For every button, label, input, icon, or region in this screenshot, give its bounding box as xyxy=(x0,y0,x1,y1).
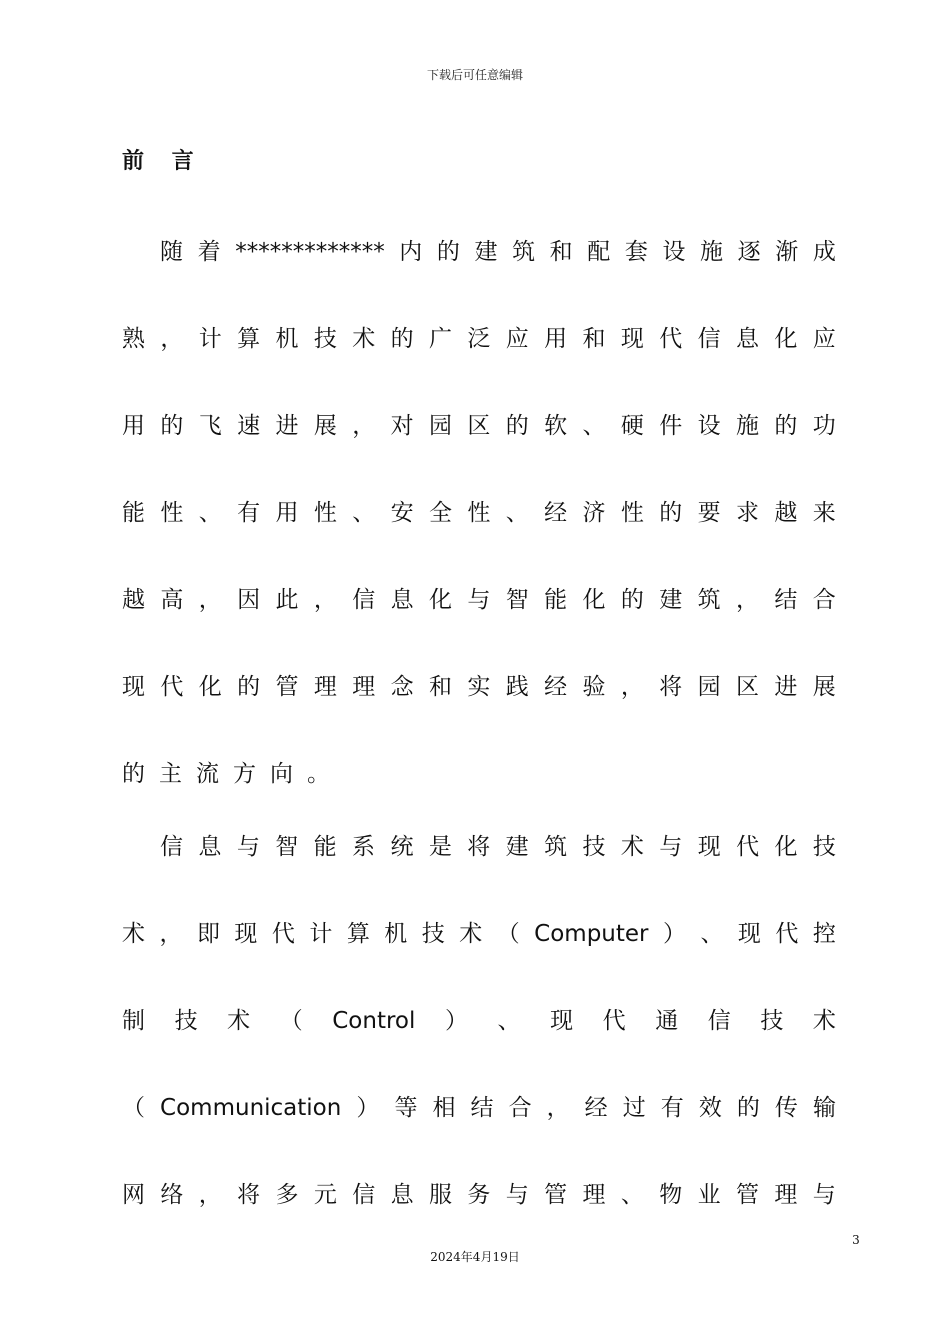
text-glyph: 此 xyxy=(275,587,299,613)
text-glyph: 多 xyxy=(275,1182,299,1208)
text-glyph: ） xyxy=(444,1008,468,1034)
text-glyph: 区 xyxy=(736,674,759,700)
text-glyph: 的 xyxy=(237,674,261,700)
text-glyph: 硬 xyxy=(620,413,644,439)
text-glyph: 物 xyxy=(659,1182,683,1208)
text-glyph: 术 xyxy=(812,1008,836,1034)
text-line xyxy=(122,323,836,355)
text-glyph: 性 xyxy=(620,500,644,526)
text-glyph: 经 xyxy=(544,674,568,700)
text-glyph: 来 xyxy=(812,500,836,526)
text-glyph: 是 xyxy=(428,834,452,860)
text-glyph: 理 xyxy=(352,674,376,700)
text-glyph: （ xyxy=(122,1095,145,1121)
text-glyph: 结 xyxy=(470,1095,494,1121)
text-glyph: 和 xyxy=(582,326,606,352)
text-glyph: 经 xyxy=(544,500,568,526)
text-glyph: 方 xyxy=(233,761,256,787)
text-glyph: 制 xyxy=(122,1008,145,1034)
text-glyph: 求 xyxy=(736,500,759,526)
text-glyph: 的 xyxy=(774,413,798,439)
text-glyph: 管 xyxy=(275,674,299,700)
text-glyph: 相 xyxy=(432,1095,456,1121)
text-glyph: 、 xyxy=(198,500,222,526)
text-line xyxy=(122,918,836,950)
text-glyph: 代 xyxy=(602,1008,626,1034)
text-glyph: 和 xyxy=(549,239,573,265)
text-glyph: 结 xyxy=(774,587,798,613)
text-glyph: 信 xyxy=(352,587,376,613)
text-glyph: 展 xyxy=(812,674,836,700)
text-glyph: 现 xyxy=(550,1008,574,1034)
text-glyph: 成 xyxy=(812,239,836,265)
text-glyph: 。 xyxy=(307,761,330,787)
text-glyph: 、 xyxy=(352,500,376,526)
text-glyph: 对 xyxy=(390,413,414,439)
text-glyph: 术 xyxy=(459,921,483,947)
text-glyph: 展 xyxy=(313,413,337,439)
text-glyph: 能 xyxy=(122,500,145,526)
text-glyph: 络 xyxy=(160,1182,184,1208)
text-glyph: 即 xyxy=(196,921,220,947)
text-glyph: 与 xyxy=(505,1182,529,1208)
text-glyph: 算 xyxy=(346,921,370,947)
text-glyph: 系 xyxy=(352,834,376,860)
text-line xyxy=(122,671,836,703)
text-glyph: ， xyxy=(160,326,184,352)
text-glyph: 、 xyxy=(505,500,529,526)
text-glyph: 和 xyxy=(429,674,452,700)
text-glyph: 速 xyxy=(237,413,261,439)
text-glyph: 元 xyxy=(313,1182,337,1208)
text-glyph: 渐 xyxy=(775,239,799,265)
text-glyph: 越 xyxy=(122,587,145,613)
text-glyph: 理 xyxy=(313,674,337,700)
text-glyph: 进 xyxy=(774,674,798,700)
text-glyph: 内 xyxy=(399,239,423,265)
text-glyph: 全 xyxy=(429,500,452,526)
text-glyph: 理 xyxy=(774,1182,798,1208)
text-glyph: 化 xyxy=(582,587,606,613)
text-glyph: 应 xyxy=(505,326,529,352)
text-line xyxy=(122,1179,836,1211)
text-glyph: 等 xyxy=(394,1095,418,1121)
text-glyph: 安 xyxy=(390,500,414,526)
text-glyph: 性 xyxy=(313,500,337,526)
page-title: 前 言 xyxy=(122,149,204,174)
text-glyph: 控 xyxy=(812,921,836,947)
text-glyph: ， xyxy=(620,674,644,700)
text-line xyxy=(122,1092,836,1124)
text-glyph: 技 xyxy=(421,921,445,947)
text-line xyxy=(122,584,836,616)
text-glyph: 建 xyxy=(474,239,498,265)
text-glyph: 应 xyxy=(812,326,836,352)
text-glyph: 息 xyxy=(390,1182,414,1208)
footer-date: 2024年4月19日 xyxy=(430,1250,520,1264)
text-glyph: 智 xyxy=(275,834,299,860)
text-line xyxy=(160,236,836,268)
text-glyph: 合 xyxy=(508,1095,532,1121)
text-glyph: 高 xyxy=(160,587,184,613)
text-glyph: 济 xyxy=(582,500,606,526)
text-glyph: 泛 xyxy=(467,326,491,352)
text-glyph: 园 xyxy=(697,674,721,700)
text-glyph: 要 xyxy=(697,500,721,526)
text-line xyxy=(122,758,344,790)
text-line xyxy=(122,497,836,529)
text-glyph: 现 xyxy=(737,921,761,947)
text-glyph: 术 xyxy=(227,1008,251,1034)
text-glyph: 息 xyxy=(736,326,759,352)
text-glyph: 现 xyxy=(697,834,721,860)
text-glyph: 服 xyxy=(429,1182,452,1208)
text-glyph: 现 xyxy=(620,326,644,352)
text-glyph: 的 xyxy=(390,326,414,352)
text-glyph: 筑 xyxy=(544,834,568,860)
text-glyph: 管 xyxy=(736,1182,759,1208)
text-glyph: 施 xyxy=(736,413,759,439)
text-glyph: 技 xyxy=(812,834,836,860)
text-glyph: 的 xyxy=(736,1095,760,1121)
text-glyph: 随 xyxy=(160,239,183,265)
text-glyph: 代 xyxy=(736,834,760,860)
text-glyph: 化 xyxy=(774,326,798,352)
text-glyph: 计 xyxy=(198,326,222,352)
text-glyph: 、 xyxy=(497,1008,521,1034)
text-glyph: 代 xyxy=(659,326,683,352)
text-glyph: 息 xyxy=(198,834,222,860)
text-glyph: ， xyxy=(313,587,337,613)
text-glyph: 、 xyxy=(620,1182,644,1208)
text-glyph: 现 xyxy=(122,674,145,700)
text-glyph: 将 xyxy=(659,674,683,700)
text-glyph: 与 xyxy=(467,587,491,613)
text-glyph: 性 xyxy=(160,500,184,526)
text-glyph: 效 xyxy=(698,1095,722,1121)
text-glyph: 的 xyxy=(122,761,145,787)
text-line xyxy=(122,1005,836,1037)
text-glyph: Communication xyxy=(160,1095,342,1121)
text-glyph: 、 xyxy=(582,413,606,439)
text-glyph: ， xyxy=(546,1095,570,1121)
text-glyph: 越 xyxy=(774,500,798,526)
text-glyph: 有 xyxy=(660,1095,684,1121)
text-glyph: 息 xyxy=(390,587,414,613)
text-glyph: 算 xyxy=(237,326,261,352)
text-glyph: 着 xyxy=(197,239,221,265)
text-glyph: 进 xyxy=(275,413,299,439)
text-glyph: 用 xyxy=(275,500,299,526)
text-glyph: 念 xyxy=(390,674,414,700)
text-glyph: Computer xyxy=(534,921,649,947)
text-glyph: 网 xyxy=(122,1182,145,1208)
text-glyph: （ xyxy=(496,921,520,947)
text-glyph: 技 xyxy=(760,1008,784,1034)
text-glyph: 建 xyxy=(505,834,529,860)
text-glyph: 区 xyxy=(467,413,491,439)
text-glyph: 代 xyxy=(271,921,295,947)
text-glyph: 统 xyxy=(390,834,414,860)
text-glyph: 技 xyxy=(582,834,606,860)
text-glyph: 技 xyxy=(174,1008,198,1034)
text-glyph: 传 xyxy=(774,1095,798,1121)
text-glyph: 管 xyxy=(544,1182,568,1208)
text-glyph: 设 xyxy=(662,239,686,265)
page-header: 下载后可任意编辑 xyxy=(426,68,523,82)
text-glyph: ， xyxy=(159,921,183,947)
text-glyph: 技 xyxy=(313,326,337,352)
text-line xyxy=(160,831,836,863)
text-glyph: 将 xyxy=(467,834,491,860)
text-glyph: 与 xyxy=(659,834,683,860)
text-glyph: 现 xyxy=(234,921,258,947)
text-glyph: 合 xyxy=(812,587,836,613)
text-glyph: 件 xyxy=(659,413,683,439)
text-glyph: 化 xyxy=(774,834,798,860)
text-glyph: 能 xyxy=(544,587,568,613)
text-glyph: 的 xyxy=(505,413,529,439)
text-glyph: 机 xyxy=(384,921,408,947)
text-glyph: ， xyxy=(198,587,222,613)
text-glyph: 的 xyxy=(620,587,644,613)
text-glyph: 向 xyxy=(270,761,293,787)
text-glyph: 理 xyxy=(582,1182,606,1208)
text-glyph: 主 xyxy=(159,761,182,787)
page-number: 3 xyxy=(852,1233,860,1247)
text-glyph: 功 xyxy=(812,413,836,439)
text-glyph: 因 xyxy=(237,587,261,613)
text-glyph: 性 xyxy=(467,500,491,526)
text-glyph: ） xyxy=(662,921,686,947)
text-glyph: 软 xyxy=(544,413,568,439)
text-glyph: 验 xyxy=(582,674,606,700)
text-glyph: 务 xyxy=(467,1182,491,1208)
text-glyph: 将 xyxy=(237,1182,261,1208)
text-glyph: 术 xyxy=(352,326,376,352)
text-glyph: 化 xyxy=(429,587,452,613)
text-glyph: 代 xyxy=(775,921,799,947)
text-glyph: 术 xyxy=(122,921,145,947)
text-glyph: 筑 xyxy=(697,587,721,613)
text-glyph: 信 xyxy=(707,1008,731,1034)
text-glyph: 代 xyxy=(160,674,184,700)
text-glyph: 园 xyxy=(429,413,452,439)
text-glyph: 的 xyxy=(659,500,683,526)
text-glyph: ************* xyxy=(235,239,385,265)
text-glyph: 设 xyxy=(697,413,721,439)
text-glyph: 与 xyxy=(236,834,260,860)
text-glyph: 计 xyxy=(309,921,333,947)
text-glyph: 输 xyxy=(812,1095,836,1121)
text-glyph: 信 xyxy=(160,834,183,860)
text-glyph: ） xyxy=(356,1095,380,1121)
text-glyph: 、 xyxy=(700,921,724,947)
text-glyph: （ xyxy=(279,1008,303,1034)
text-glyph: 筑 xyxy=(512,239,536,265)
text-glyph: ， xyxy=(736,587,759,613)
text-glyph: 用 xyxy=(122,413,145,439)
text-glyph: 用 xyxy=(544,326,568,352)
text-glyph: 的 xyxy=(160,413,184,439)
text-glyph: ， xyxy=(198,1182,222,1208)
text-glyph: 飞 xyxy=(198,413,222,439)
text-glyph: 通 xyxy=(655,1008,679,1034)
text-glyph: Control xyxy=(332,1008,416,1034)
text-glyph: 逐 xyxy=(737,239,761,265)
text-glyph: 与 xyxy=(812,1182,836,1208)
text-glyph: 经 xyxy=(584,1095,608,1121)
text-glyph: 机 xyxy=(275,326,299,352)
text-glyph: 熟 xyxy=(122,326,145,352)
text-glyph: 践 xyxy=(505,674,529,700)
text-glyph: ， xyxy=(352,413,376,439)
text-glyph: 套 xyxy=(624,239,648,265)
text-glyph: 配 xyxy=(587,239,611,265)
text-glyph: 智 xyxy=(505,587,529,613)
text-glyph: 能 xyxy=(313,834,337,860)
text-glyph: 过 xyxy=(622,1095,646,1121)
text-glyph: 术 xyxy=(620,834,644,860)
text-glyph: 信 xyxy=(697,326,721,352)
text-glyph: 有 xyxy=(237,500,261,526)
text-glyph: 业 xyxy=(697,1182,721,1208)
text-glyph: 信 xyxy=(352,1182,376,1208)
text-line xyxy=(122,410,836,442)
text-glyph: 的 xyxy=(436,239,460,265)
text-glyph: 广 xyxy=(429,326,452,352)
text-glyph: 化 xyxy=(198,674,222,700)
text-glyph: 建 xyxy=(659,587,683,613)
text-glyph: 流 xyxy=(196,761,219,787)
text-glyph: 施 xyxy=(700,239,724,265)
text-glyph: 实 xyxy=(467,674,491,700)
